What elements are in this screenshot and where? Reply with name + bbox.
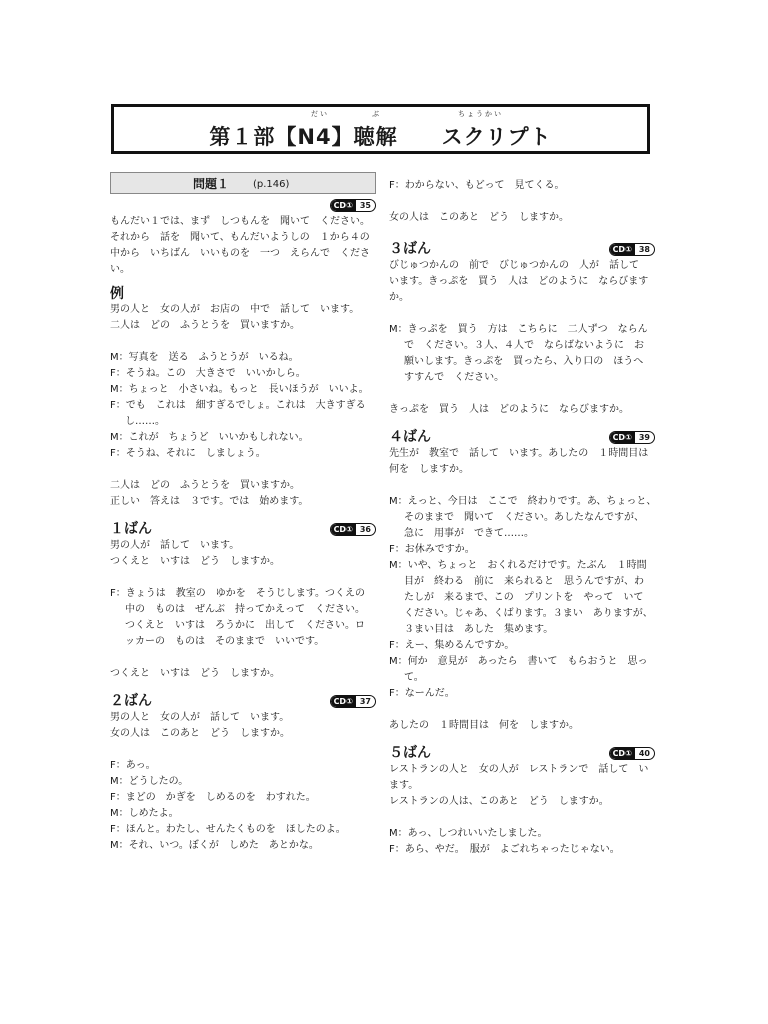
cd-track-badge xyxy=(609,747,655,760)
dialog-line: M：しめたよ。 xyxy=(110,808,179,819)
text-line: 正しい 答えは ３です。では 始めます。 xyxy=(110,496,309,507)
question-4-dialog xyxy=(389,494,655,702)
text-line: レストランの人と 女の人が レストランで 話して い xyxy=(389,764,649,775)
cd-icon: CD① xyxy=(331,524,356,535)
example-question xyxy=(110,302,376,334)
cd-icon: CD① xyxy=(610,748,635,759)
dialog-line: ください。じゃあ、くばります。３まい ありますが、 xyxy=(404,608,653,619)
dialog-line: F：あら、やだ。 服が よごれちゃったじゃない。 xyxy=(389,844,620,855)
question-1-final: つくえと いすは どう しますか。 xyxy=(110,668,280,679)
mondai-header xyxy=(110,172,376,194)
dialog-line: ッカーの ものは そのままで いいです。 xyxy=(125,636,325,647)
dialog-line: し……。 xyxy=(125,416,165,427)
question-5-title: ５ばん xyxy=(389,745,431,761)
dialog-line: 目が 終わる 前に 来られると 思うんですが、わ xyxy=(404,576,644,587)
cd-icon: CD① xyxy=(610,432,635,443)
question-4-title: ４ばん xyxy=(389,429,431,445)
question-2-header xyxy=(110,692,376,710)
text-line: 先生が 教室で 話して います。あしたの １時間目は xyxy=(389,448,649,459)
question-4-final: あしたの １時間目は 何を しますか。 xyxy=(389,720,579,731)
question-2-dialog xyxy=(110,758,376,854)
dialog-line: M：どうしたの。 xyxy=(110,776,189,787)
question-2-title: ２ばん xyxy=(110,693,152,709)
dialog-line: F：えー、集めるんですか。 xyxy=(389,640,515,651)
text-line: ます。 xyxy=(389,780,419,791)
text-line: 二人は どの ふうとうを 買いますか。 xyxy=(110,320,300,331)
dialog-line: て。 xyxy=(404,672,424,683)
dialog-line: F：きょうは 教室の ゆかを そうじします。つくえの xyxy=(110,588,365,599)
dialog-line: F：そうね、それに しましょう。 xyxy=(110,448,266,459)
dialog-line: M：あっ、しつれいいたしました。 xyxy=(389,828,548,839)
dialog-line: で ください。３人、４人で ならばないように お xyxy=(404,340,644,351)
dialog-line: F：わからない、もどって 見てくる。 xyxy=(389,180,565,191)
dialog-line: M：えっと、今日は ここで 終わりです。あ、ちょっと、 xyxy=(389,496,657,507)
cd-icon: CD① xyxy=(331,200,356,211)
question-5-header xyxy=(389,744,655,762)
question-2-final: 女の人は このあと どう しますか。 xyxy=(389,212,569,223)
text-line: それから 話を 聞いて、もんだいようしの １から４の xyxy=(110,232,370,243)
cd-track-number: 39 xyxy=(638,432,650,442)
intro-paragraph xyxy=(110,214,376,278)
cd-track-number: 38 xyxy=(638,244,650,254)
dialog-line: F：そうね。この 大きさで いいかしら。 xyxy=(110,368,306,379)
dialog-line: F：なーんだ。 xyxy=(389,688,455,699)
cd-track-badge xyxy=(330,523,376,536)
text-line: います。きっぷを 買う 人は どのように ならびます xyxy=(389,276,649,287)
mondai-page-ref: (p.146) xyxy=(253,179,290,190)
cd-track-badge xyxy=(609,431,655,444)
question-4-header xyxy=(389,428,655,446)
dialog-line: M：写真を 送る ふうとうが いるね。 xyxy=(110,352,299,363)
question-5-dialog xyxy=(389,826,655,858)
dialog-line: M：きっぷを 買う 方は こちらに 二人ずつ ならん xyxy=(389,324,648,335)
dialog-line: 急に 用事が できて……。 xyxy=(404,528,534,539)
question-1-prompt xyxy=(110,538,376,570)
text-line: か。 xyxy=(389,292,409,303)
text-line: 何を しますか。 xyxy=(389,464,469,475)
dialog-line: 中の ものは ぜんぶ 持ってかえって ください。 xyxy=(125,604,365,615)
dialog-line: F：まどの かぎを しめるのを わすれた。 xyxy=(110,792,316,803)
text-line: 女の人は このあと どう しますか。 xyxy=(110,728,290,739)
text-line: もんだい１では、まず しつもんを 聞いて ください。 xyxy=(110,216,370,227)
text-line: つくえと いすは どう しますか。 xyxy=(110,556,280,567)
dialog-line: すすんで ください。 xyxy=(404,372,505,383)
question-2-prompt xyxy=(110,710,376,742)
text-line: 男の人と 女の人が お店の 中で 話して います。 xyxy=(110,304,360,315)
dialog-line: F：でも これは 細すぎるでしょ。これは 大きすぎる xyxy=(110,400,366,411)
right-column xyxy=(389,178,655,858)
cd-icon: CD① xyxy=(610,244,635,255)
dialog-line: そのままで 聞いて ください。あしたなんですが、 xyxy=(404,512,644,523)
text-line: 男の人が 話して います。 xyxy=(110,540,240,551)
title-furigana-bu: ぶ xyxy=(372,110,381,118)
question-3-title: ３ばん xyxy=(389,241,431,257)
text-line: 二人は どの ふうとうを 買いますか。 xyxy=(110,480,300,491)
cd-track-badge xyxy=(609,243,655,256)
dialog-line: M：いや、ちょっと おくれるだけです。たぶん １時間 xyxy=(389,560,647,571)
cd-track-number: 35 xyxy=(359,200,371,210)
question-1-dialog xyxy=(110,586,376,650)
question-5-prompt xyxy=(389,762,655,810)
cd-track-number: 36 xyxy=(359,524,371,534)
question-3-prompt xyxy=(389,258,655,306)
dialog-line: たしが 来るまで、この プリントを やって いて xyxy=(404,592,644,603)
example-dialog xyxy=(110,350,376,462)
page-title: 第１部【N4】聴解 スクリプト xyxy=(209,125,552,149)
text-line: レストランの人は、このあと どう しますか。 xyxy=(389,796,609,807)
dialog-line: M：これが ちょうど いいかもしれない。 xyxy=(110,432,309,443)
dialog-line: F：あっ。 xyxy=(110,760,156,771)
left-column xyxy=(110,172,376,854)
cd-track-number: 37 xyxy=(359,696,371,706)
cd-icon: CD① xyxy=(331,696,356,707)
example-answer xyxy=(110,478,376,510)
question-3-header xyxy=(389,240,655,258)
question-3-final: きっぷを 買う 人は どのように ならびますか。 xyxy=(389,404,629,415)
cd-track-number: 40 xyxy=(638,748,650,758)
question-1-title: １ばん xyxy=(110,521,152,537)
text-line: びじゅつかんの 前で びじゅつかんの 人が 話して xyxy=(389,260,639,271)
dialog-line: M：それ、いつ。ぼくが しめた あとかな。 xyxy=(110,840,319,851)
example-heading: 例 xyxy=(110,286,124,302)
dialog-line: ３まい目は あした 集めます。 xyxy=(404,624,554,635)
cd-track-badge xyxy=(330,199,376,212)
dialog-line: F：お休みですか。 xyxy=(389,544,475,555)
question-3-dialog xyxy=(389,322,655,386)
text-line: い。 xyxy=(110,264,130,275)
dialog-line: F：ほんと。わたし、せんたくものを ほしたのよ。 xyxy=(110,824,346,835)
question-1-header xyxy=(110,520,376,538)
dialog-line: M：何か 意見が あったら 書いて もらおうと 思っ xyxy=(389,656,648,667)
question-4-prompt xyxy=(389,446,655,478)
cd-track-row xyxy=(110,198,376,212)
text-line: 中から いちばん いいものを 一つ えらんで くださ xyxy=(110,248,370,259)
title-box xyxy=(111,104,650,154)
dialog-line: 願いします。きっぷを 買ったら、入り口の ほうへ xyxy=(404,356,644,367)
dialog-line: M：ちょっと 小さいね。もっと 長いほうが いいよ。 xyxy=(110,384,369,395)
dialog-line: つくえと いすは ろうかに 出して ください。ロ xyxy=(125,620,365,631)
title-furigana-choukai: ちょうかい xyxy=(458,110,503,118)
mondai-label: 問題１ xyxy=(193,177,230,191)
text-line: 男の人と 女の人が 話して います。 xyxy=(110,712,290,723)
title-furigana-dai: だい xyxy=(311,110,329,118)
cd-track-badge xyxy=(330,695,376,708)
